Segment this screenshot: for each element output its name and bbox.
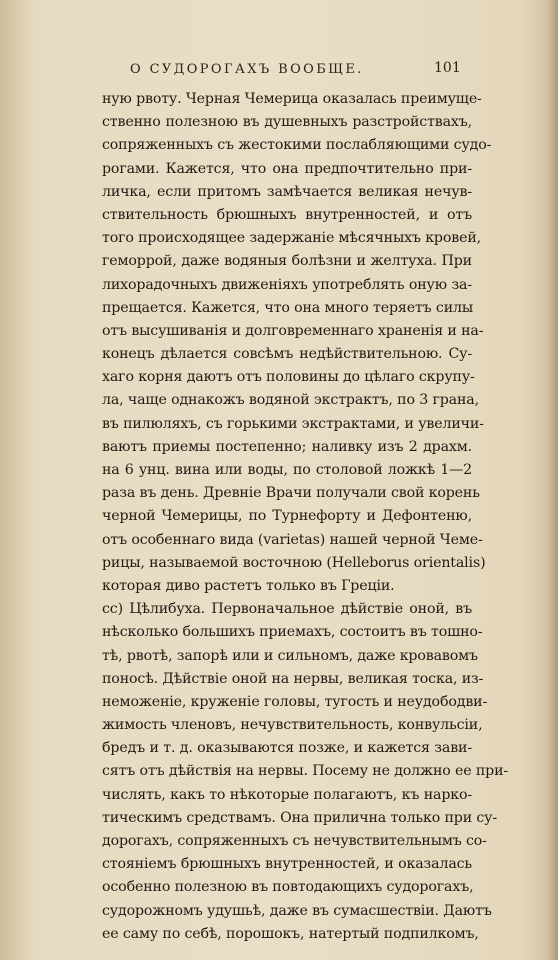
text-line: въ пилюляхъ, съ горькими экстрактами, и увеличи- [102,415,484,432]
text-line: ее саму по себѣ, порошокъ, натертый подпилкомъ, [102,925,479,942]
text-line: черной Чемерицы, по Турнефорту и Дефонтеню, [102,508,472,525]
text-line: которая диво растетъ только въ Греціи. [102,577,395,594]
text-line: судорожномъ удушьѣ, даже въ сумасшествіи. Даютъ [102,902,492,919]
text-line: дорогахъ, сопряженныхъ съ нечувствительнымъ со- [102,833,487,849]
text-line: особенно полезною въ повтодающихъ судорогахъ, [102,879,474,896]
text-line: прещается. Кажется, что она много теряетъ силы [102,299,474,316]
text-line: поносѣ. Дѣйствіе оной на нервы, великая тоска, из- [102,670,484,687]
text-line: бредъ и т. д. оказываются позже, и кажется зави- [102,740,472,757]
text-line: хаго корня даютъ отъ половины до цѣлаго скрупу- [102,369,475,386]
page-edge-shadow [548,0,558,960]
text-line: лихорадочныхъ движеніяхъ употреблять оную за- [102,276,472,293]
text-line: cc) Цѣлибуха. Первоначальное дѣйствіе оной, въ [102,601,472,618]
text-line: геморрой, даже водяныя болѣзни и желтуха. При [102,253,472,270]
text-line: ла, чаще однакожъ водяной экстрактъ, по 3 грана, [102,392,479,409]
text-line: отъ особеннаго вида (varietas) нашей черной Чеме- [102,531,483,548]
text-line: тѣ, рвотѣ, запорѣ или и сильномъ, даже кровавомъ [102,647,478,664]
text-line: раза въ день. Древніе Врачи получали свой корень [102,485,480,502]
text-line: конецъ дѣлается совсѣмъ недѣйствительною. Су- [102,346,472,363]
text-line: сятъ отъ дѣйствія на нервы. Посему не должно ее при- [102,763,509,780]
text-line: стояніемъ брюшныхъ внутренностей, и оказалась [102,856,472,873]
text-line: личка, если притомъ замѣчается великая нечув- [102,183,472,200]
body-text [102,88,509,946]
text-line: неможеніе, круженіе головы, тугость и неудободви- [102,693,488,710]
page-number: 101 [434,60,461,76]
running-title: О СУДОРОГАХЪ ВООБЩЕ. [130,62,364,77]
text-line: ствительность брюшныхъ внутренностей, и отъ [102,206,472,223]
text-line: того происходящее задержаніе мѣсячныхъ кровей, [102,230,481,247]
text-line: сопряженныхъ съ жестокими послабляющими судо- [102,137,492,154]
text-line: ную рвоту. Черная Чемерица оказалась преимуще- [102,91,482,107]
text-line: отъ высушиванія и долговременнаго храненія и на- [102,322,484,339]
text-line: ственно полезною въ душевныхъ разстройствахъ, [102,114,472,131]
text-line: на 6 унц. вина или воды, по столовой ложкѣ 1—2 [102,462,472,478]
text-line: числять, какъ то нѣкоторые полагаютъ, къ нарко- [102,786,472,803]
text-line: жимость членовъ, нечувствительность, конвульсіи, [102,717,483,734]
text-line: рогами. Кажется, что она предпочтительно при- [102,160,472,177]
text-line: рицы, называемой восточною (Helleborus orientalis) [102,554,486,571]
text-line: ваютъ приемы постепенно; наливку изъ 2 драхм. [102,438,472,455]
text-line: тическимъ средствамъ. Она прилична только при су- [102,809,498,826]
page-header [0,60,558,84]
text-line: нѣсколько большихъ приемахъ, состоитъ въ тошно- [102,624,483,641]
